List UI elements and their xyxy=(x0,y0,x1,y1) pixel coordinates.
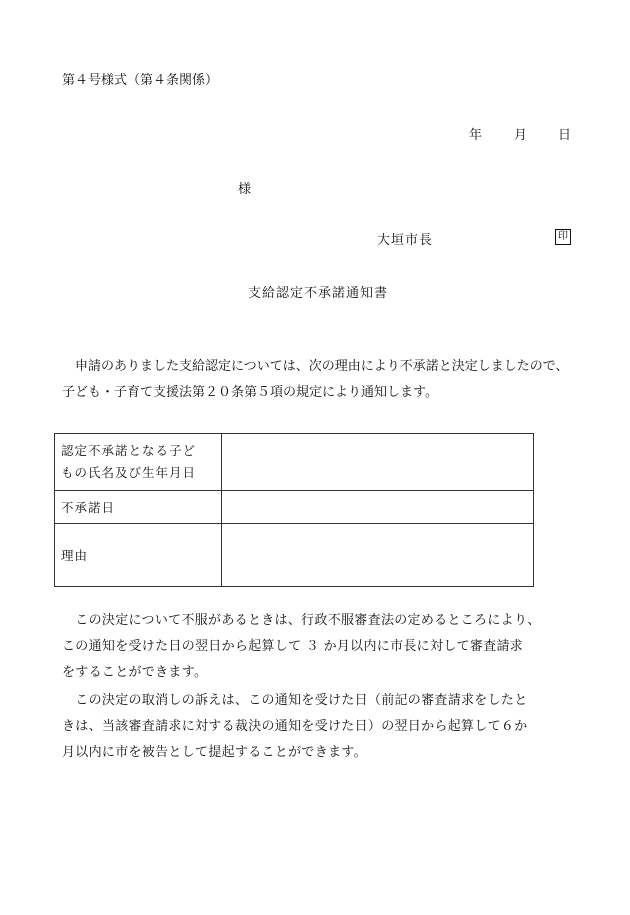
refusal-date-label: 不承諾日 xyxy=(55,491,222,524)
date-year-label: 年 xyxy=(469,128,483,143)
recipient-honorific: 様 xyxy=(238,182,252,197)
details-table xyxy=(54,433,534,587)
date-month-label: 月 xyxy=(514,128,528,143)
appeal-line-1: この決定について不服があるときは、行政不服審査法の定めるところにより、 xyxy=(62,613,541,628)
child-info-value-cell xyxy=(222,434,534,491)
intro-line-2: 子ども・子育て支援法第２０条第５項の規定により通知します。 xyxy=(62,385,438,400)
intro-paragraph xyxy=(62,354,582,406)
seal-mark-icon: 印 xyxy=(555,229,571,245)
table-row-refusal-date xyxy=(55,491,534,524)
child-info-label xyxy=(55,434,222,491)
lawsuit-line-3: 月以内に市を被告として提起することができます。 xyxy=(62,745,367,760)
lawsuit-notice-paragraph xyxy=(62,688,582,766)
table-row-child-info xyxy=(55,434,534,491)
intro-line-1: 申請のありました支給認定については、次の理由により不承諾と決定しましたので、 xyxy=(62,359,569,374)
appeal-notice-paragraph xyxy=(62,608,582,686)
table-row-reason xyxy=(55,524,534,587)
document-title: 支給認定不承諾通知書 xyxy=(248,286,389,301)
issuer-title: 大垣市長 xyxy=(377,233,434,248)
appeal-line-3: をすることができます。 xyxy=(62,665,208,680)
reason-value-cell xyxy=(222,524,534,587)
refusal-date-value-cell xyxy=(222,491,534,524)
lawsuit-line-2: きは、当該審査請求に対する裁決の通知を受けた日）の翌日から起算して６か xyxy=(62,719,528,734)
reason-label: 理由 xyxy=(55,524,222,587)
appeal-line-2: この通知を受けた日の翌日から起算して ３ か月以内に市長に対して審査請求 xyxy=(62,639,524,654)
form-number-label: 第４号様式（第４条関係） xyxy=(62,73,219,88)
child-info-label-line-2: もの氏名及び生年月日 xyxy=(61,465,197,480)
child-info-label-line-1: 認定不承諾となる子ど xyxy=(61,443,197,458)
date-day-label: 日 xyxy=(558,128,572,143)
lawsuit-line-1: この決定の取消しの訴えは、この通知を受けた日（前記の審査請求をしたと xyxy=(62,693,528,708)
